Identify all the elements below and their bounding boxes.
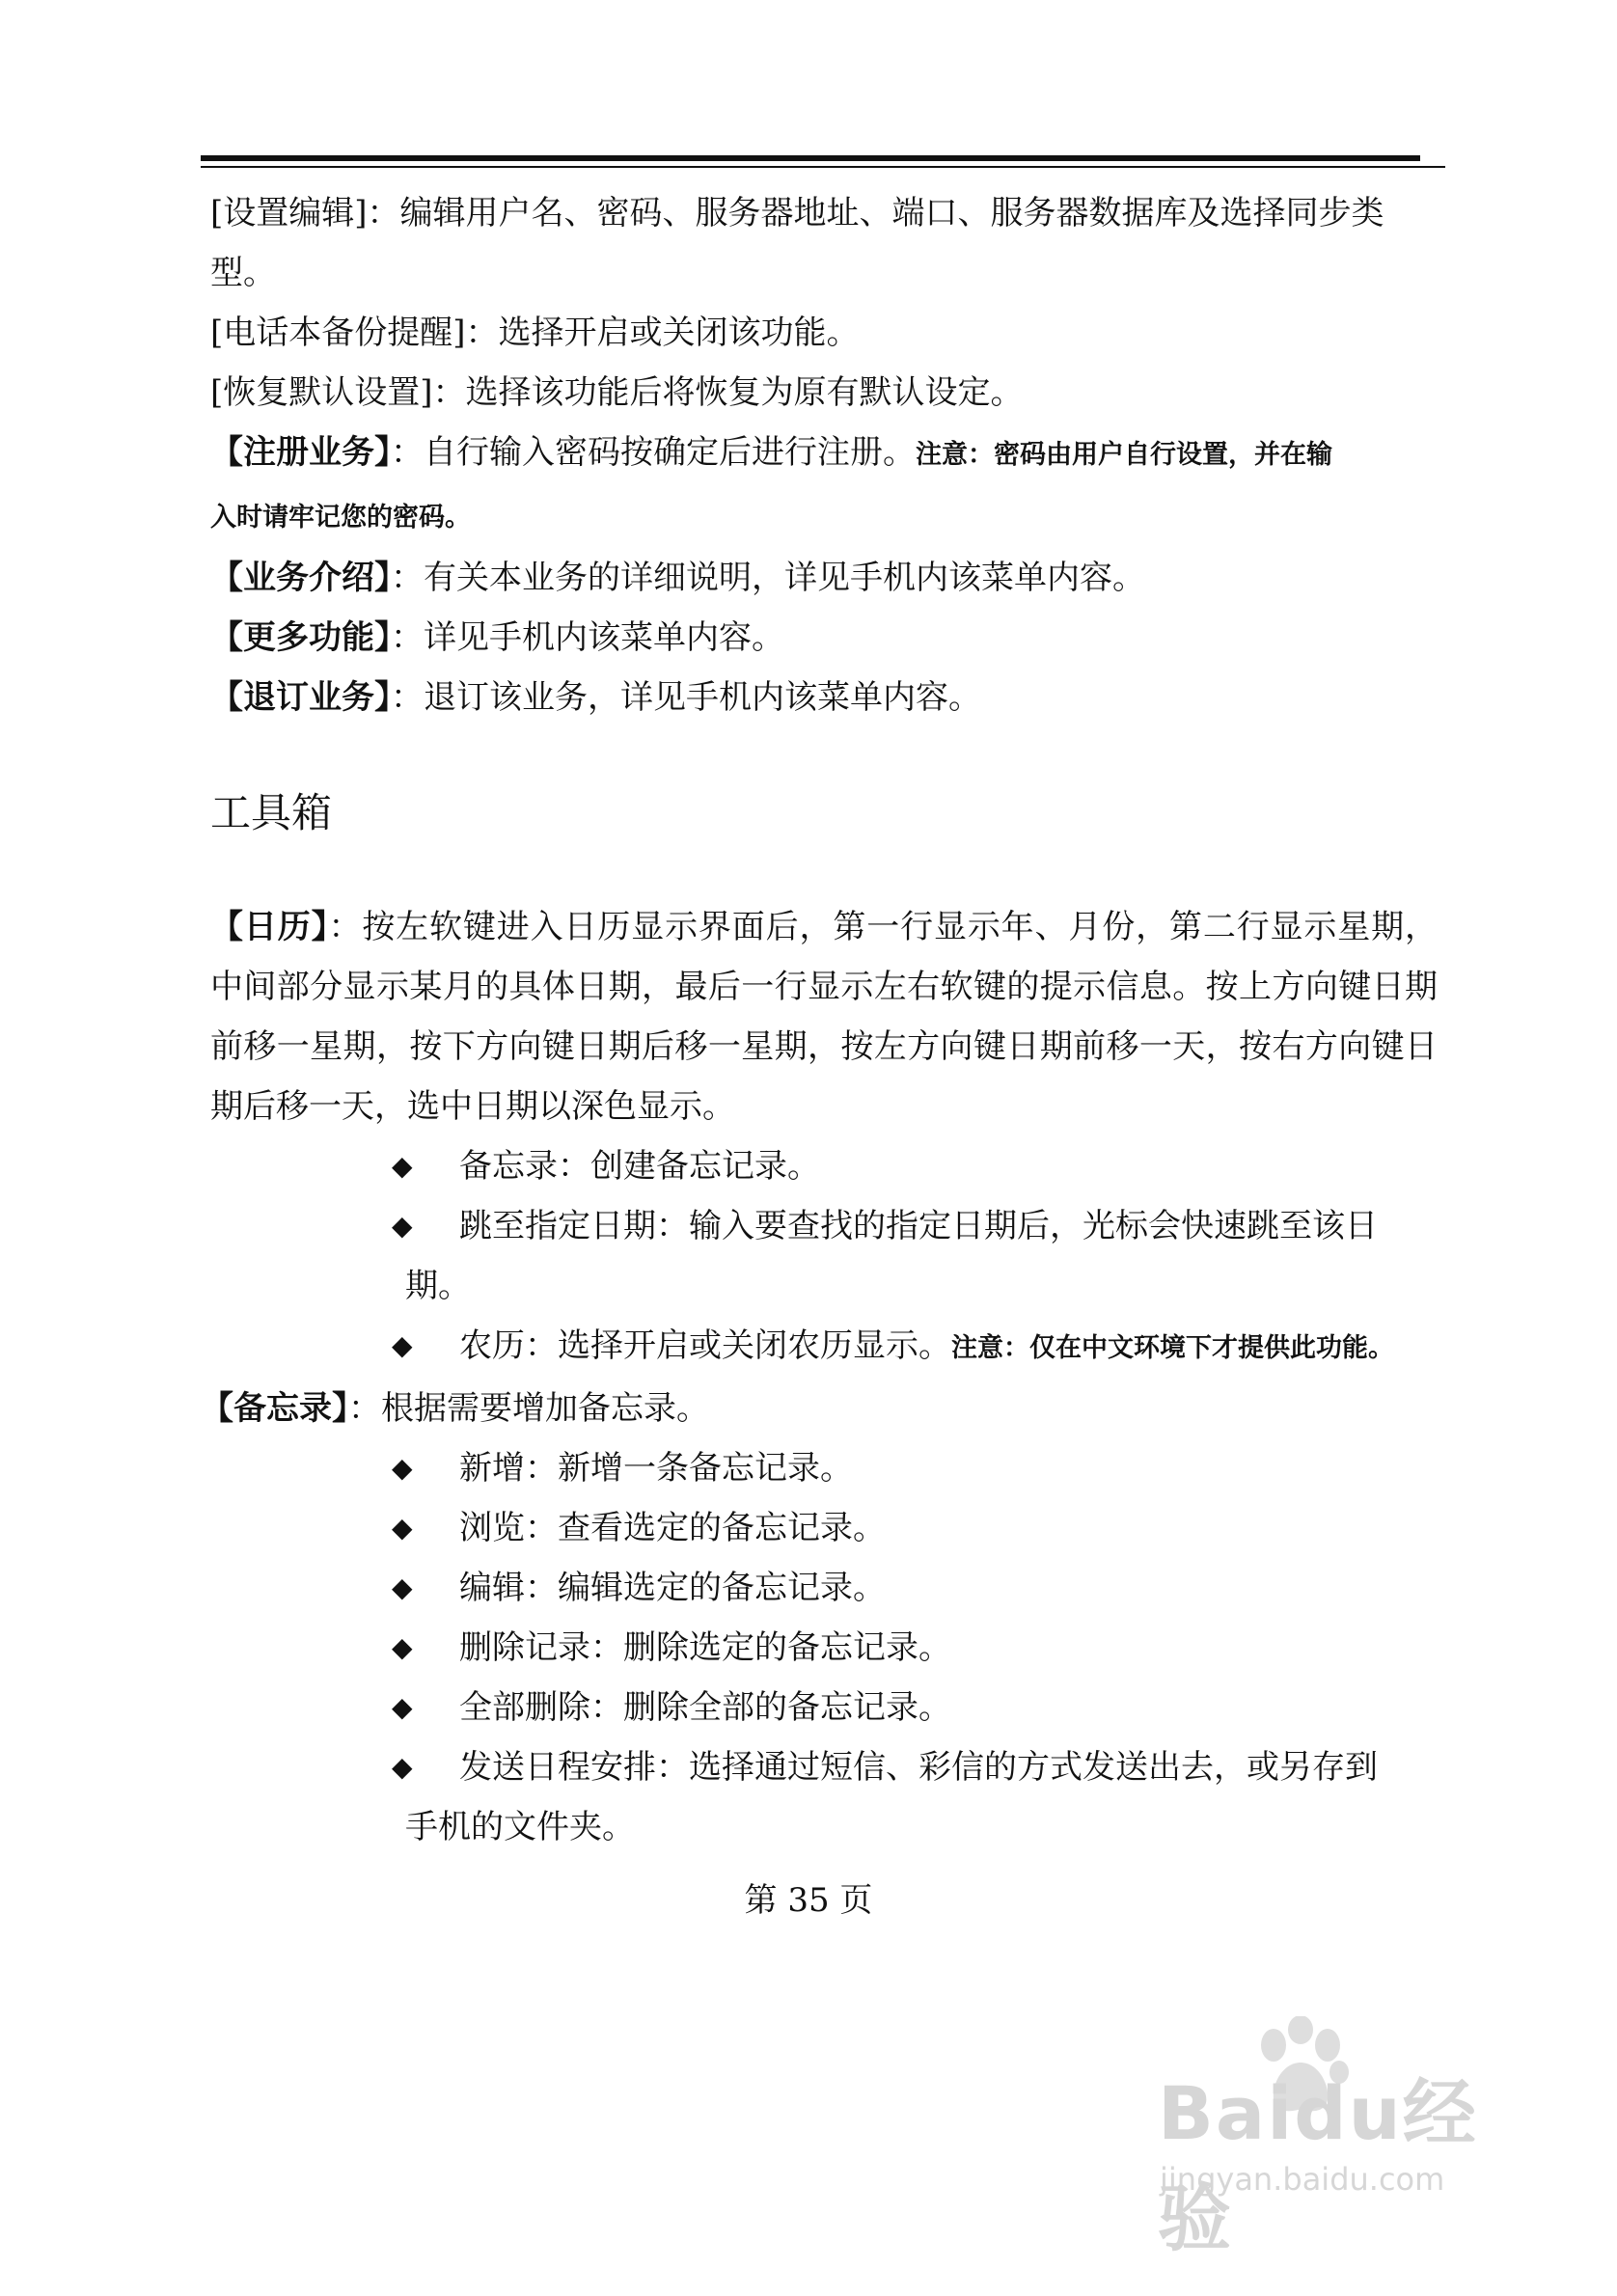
list-item-text: 备忘录：创建备忘记录。 bbox=[459, 1147, 820, 1186]
list-item-text: 浏览：查看选定的备忘记录。 bbox=[459, 1509, 886, 1547]
calendar-bullet-list bbox=[210, 1136, 1438, 1379]
list-item-text: 新增：新增一条备忘记录。 bbox=[459, 1449, 853, 1488]
unsubscribe-text: ：退订该业务，详见手机内该菜单内容。 bbox=[391, 678, 981, 717]
header-rule-thin bbox=[201, 166, 1445, 168]
list-item bbox=[392, 1618, 1438, 1678]
baidu-logo-text: Baidu经验 bbox=[1158, 2070, 1478, 2261]
list-item bbox=[392, 1737, 1438, 1857]
page-content bbox=[201, 183, 1439, 1857]
register-label: 【注册业务】 bbox=[210, 433, 391, 472]
list-item-text: 编辑：编辑选定的备忘记录。 bbox=[459, 1569, 886, 1607]
diamond-bullet-icon: ◆ bbox=[392, 1751, 413, 1783]
register-line bbox=[210, 423, 1438, 485]
baidu-url-text: jingyan.baidu.com bbox=[1160, 2161, 1445, 2198]
list-item-text: 删除记录：删除选定的备忘记录。 bbox=[459, 1628, 951, 1667]
diamond-bullet-icon: ◆ bbox=[392, 1691, 413, 1723]
register-note-cont: 入时请牢记您的密码。 bbox=[210, 503, 471, 533]
memo-line bbox=[201, 1379, 1438, 1438]
unsubscribe-label: 【退订业务】 bbox=[210, 678, 391, 717]
diamond-bullet-icon: ◆ bbox=[392, 1150, 413, 1182]
more-line bbox=[210, 608, 1438, 668]
calendar-text: ：按左软键进入日历显示界面后，第一行显示年、月份，第二行显示星期，中间部分显示某月的具体日期，最后一行显示左右软键的提示信息。按上方向键日期前移一星期，按下方向键日期后移一星期，按左方向键日期前移一天，按右方向键日期后移一天，选中日期以深色显示。 bbox=[210, 908, 1439, 1126]
list-item bbox=[392, 1438, 1438, 1498]
diamond-bullet-icon: ◆ bbox=[392, 1631, 413, 1663]
section-heading-toolbox: 工具箱 bbox=[210, 789, 333, 836]
memo-label: 【备忘录】 bbox=[201, 1389, 348, 1428]
memo-bullet-list bbox=[210, 1438, 1438, 1857]
memo-text: ：根据需要增加备忘录。 bbox=[348, 1389, 709, 1428]
list-item-text-cont: 期。 bbox=[405, 1267, 471, 1305]
list-item bbox=[392, 1196, 1438, 1316]
baidu-watermark bbox=[1138, 2016, 1524, 2261]
register-note-line bbox=[210, 485, 1438, 548]
diamond-bullet-icon: ◆ bbox=[392, 1210, 413, 1242]
list-item bbox=[392, 1136, 1438, 1196]
register-text: ：自行输入密码按确定后进行注册。 bbox=[391, 433, 916, 472]
diamond-bullet-icon: ◆ bbox=[392, 1452, 413, 1484]
diamond-bullet-icon: ◆ bbox=[392, 1329, 413, 1361]
unsubscribe-line bbox=[210, 668, 1438, 727]
settings-edit-line: [设置编辑]：编辑用户名、密码、服务器地址、端口、服务器数据库及选择同步类 bbox=[210, 194, 1384, 232]
diamond-bullet-icon: ◆ bbox=[392, 1572, 413, 1603]
phonebook-backup-line: [电话本备份提醒]：选择开启或关闭该功能。 bbox=[210, 314, 860, 352]
list-item-text: 发送日程安排：选择通过短信、彩信的方式发送出去，或另存到 bbox=[459, 1748, 1378, 1787]
list-item-text-cont: 手机的文件夹。 bbox=[405, 1808, 635, 1846]
more-label: 【更多功能】 bbox=[210, 618, 391, 657]
register-note: 注意：密码由用户自行设置，并在输 bbox=[916, 440, 1332, 470]
page-number: 第 35 页 bbox=[744, 1881, 873, 1920]
list-item-text: 全部删除：删除全部的备忘记录。 bbox=[459, 1688, 951, 1727]
more-text: ：详见手机内该菜单内容。 bbox=[391, 618, 784, 657]
settings-edit-line-cont: 型。 bbox=[210, 254, 276, 292]
list-item bbox=[392, 1678, 1438, 1737]
list-item-text: 跳至指定日期：输入要查找的指定日期后，光标会快速跳至该日 bbox=[459, 1207, 1378, 1245]
calendar-label: 【日历】 bbox=[210, 908, 329, 946]
list-item bbox=[392, 1558, 1438, 1618]
lunar-note: 注意：仅在中文环境下才提供此功能。 bbox=[951, 1333, 1394, 1363]
list-item bbox=[392, 1498, 1438, 1558]
restore-defaults-line: [恢复默认设置]：选择该功能后将恢复为原有默认设定。 bbox=[210, 373, 1024, 412]
list-item-text: 农历：选择开启或关闭农历显示。 bbox=[459, 1326, 951, 1365]
header-rule-thick bbox=[201, 155, 1420, 161]
diamond-bullet-icon: ◆ bbox=[392, 1512, 413, 1544]
intro-line bbox=[210, 548, 1438, 608]
list-item bbox=[392, 1316, 1438, 1379]
calendar-paragraph bbox=[210, 897, 1438, 1136]
intro-label: 【业务介绍】 bbox=[210, 559, 391, 597]
intro-text: ：有关本业务的详细说明，详见手机内该菜单内容。 bbox=[391, 559, 1145, 597]
